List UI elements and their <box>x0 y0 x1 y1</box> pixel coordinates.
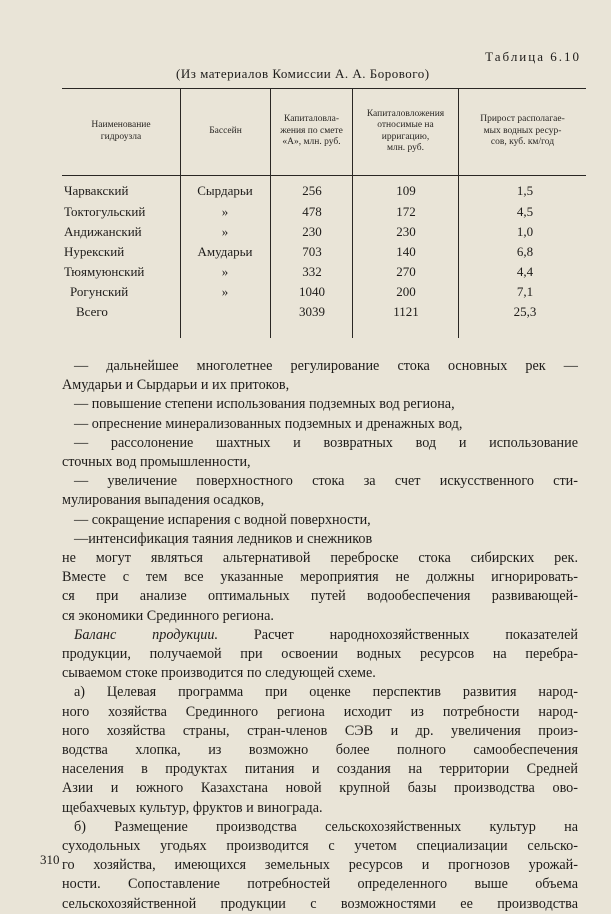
cell-cost: 478 <box>302 204 322 219</box>
text-line: — повышение степени использования подземных вод региона, <box>74 396 455 413</box>
cell-irrigation: 140 <box>396 244 416 259</box>
text-line: водства хлопка, из возможно более полного самообеспечения <box>62 742 578 759</box>
header-hydronode: Наименование гидроузла <box>91 120 151 142</box>
table-header-rule <box>62 175 586 176</box>
text-line: щебахчевых культур, фруктов и винограда. <box>62 799 323 816</box>
cell-irrigation: 109 <box>396 183 416 198</box>
text-line: а) Целевая программа при оценке перспектив развития народ- <box>74 684 578 701</box>
cell-irrigation: 230 <box>396 224 416 239</box>
cell-gain: 1,0 <box>516 224 534 239</box>
text-line: мулирования выпадения осадков, <box>62 492 265 509</box>
table-label: Таблица 6.10 <box>485 49 581 64</box>
text-line <box>62 626 578 645</box>
cell-name: Токтогульский <box>64 204 146 219</box>
cell-basin: » <box>221 224 229 239</box>
cell-basin: Сырдарьи <box>197 183 253 198</box>
text-line: сываемом стоке производится по следующей схеме. <box>62 665 376 682</box>
text-line: не могут являться альтернативой переброске стока сибирских рек. <box>62 550 578 567</box>
section-heading-balance: Баланс продукции. <box>74 626 218 643</box>
cell-cost: 1040 <box>299 284 325 299</box>
cell-irrigation: 172 <box>396 204 416 219</box>
cell-basin: » <box>221 284 229 299</box>
cell-gain: 7,1 <box>516 284 534 299</box>
cell-gain: 4,5 <box>516 204 534 219</box>
text-line: суходольных угодьях производится с учетом специализации сельско- <box>62 838 578 855</box>
page-number: 310 <box>40 852 60 867</box>
text-line: — опреснение минерализованных подземных и дренажных вод, <box>74 415 463 432</box>
cell-irrigation-total: 1121 <box>393 304 419 319</box>
cell-name: Тюямуюнский <box>64 264 145 279</box>
text-line: — увеличение поверхностного стока за счет искусственного сти- <box>74 473 578 490</box>
text-line: — дальнейшее многолетнее регулирование стока основных рек — <box>74 358 578 374</box>
cell-basin: » <box>221 204 229 219</box>
text-line: ности. Сопоставление потребностей определенного выше объема <box>62 876 578 893</box>
cell-cost: 332 <box>302 264 322 279</box>
cell-name: Нурекский <box>64 244 125 259</box>
cell-cost: 256 <box>302 183 322 198</box>
header-basin: Бассейн <box>209 125 242 136</box>
cell-gain: 1,5 <box>516 183 534 198</box>
text-line: —интенсификация таяния ледников и снежников <box>74 530 373 547</box>
text-line: б) Размещение производства сельскохозяйственных культур на <box>74 818 578 835</box>
cell-irrigation: 270 <box>396 264 416 279</box>
header-irrigation-cost: Капиталовложения относимые на ирригацию, млн. руб. <box>366 108 445 153</box>
text-line: сточных вод промышленности, <box>62 454 251 471</box>
cell-gain: 4,4 <box>516 264 534 279</box>
text-line: продукции, получаемой при освоении водных ресурсов на перебра- <box>62 646 578 663</box>
text-fragment: Расчет народнохозяйственных показателей <box>218 626 578 643</box>
text-line: сельскохозяйственной продукции с возможностями ее производства <box>62 895 578 912</box>
text-line: — сокращение испарения с водной поверхности, <box>74 511 371 528</box>
header-capital-cost: Капиталовла- жения по смете «А», млн. руб. <box>280 114 343 148</box>
cell-gain: 6,8 <box>516 244 534 259</box>
text-line: Амударьи и Сырдарьи и их притоков, <box>62 377 290 394</box>
text-line: Азии и южного Казахстана новой крупной базы производства ово- <box>62 780 578 797</box>
cell-basin: » <box>221 264 229 279</box>
cell-cost: 230 <box>302 224 322 239</box>
cell-gain-total: 25,3 <box>513 304 537 319</box>
text-line: — рассолонение шахтных и возвратных вод и использование <box>74 434 578 451</box>
cell-name-total: Всего <box>76 304 108 319</box>
text-line: Вместе с тем все указанные мероприятия не должны игнорировать- <box>62 569 578 586</box>
cell-basin: Амударьи <box>197 244 253 259</box>
cell-cost: 703 <box>302 244 322 259</box>
cell-name: Андижанский <box>64 224 142 239</box>
body-text <box>62 357 578 914</box>
cell-irrigation: 200 <box>396 284 416 299</box>
header-water-gain: Прирост располагае- мых водных ресур- сов, куб. км/год <box>480 114 565 148</box>
cell-name: Рогунский <box>70 284 129 299</box>
text-line: ного хозяйства Срединного региона исходит из потребности народ- <box>62 703 578 720</box>
cell-cost-total: 3039 <box>299 304 325 319</box>
text-line: ного хозяйства страны, стран-членов СЭВ и др. увеличения произ- <box>62 722 578 739</box>
text-line: населения в продуктах питания и создания на территории Средней <box>62 761 578 778</box>
text-line: го хозяйства, имеющихся земельных ресурсов и прогнозов урожай- <box>62 857 578 874</box>
text-line: ся при анализе оптимальных путей водообеспечения развивающей- <box>62 588 578 605</box>
cell-name: Чарвакский <box>64 183 129 198</box>
text-line: ся экономики Срединного региона. <box>62 607 274 624</box>
table-source: (Из материалов Комиссии А. А. Борового) <box>176 66 430 81</box>
